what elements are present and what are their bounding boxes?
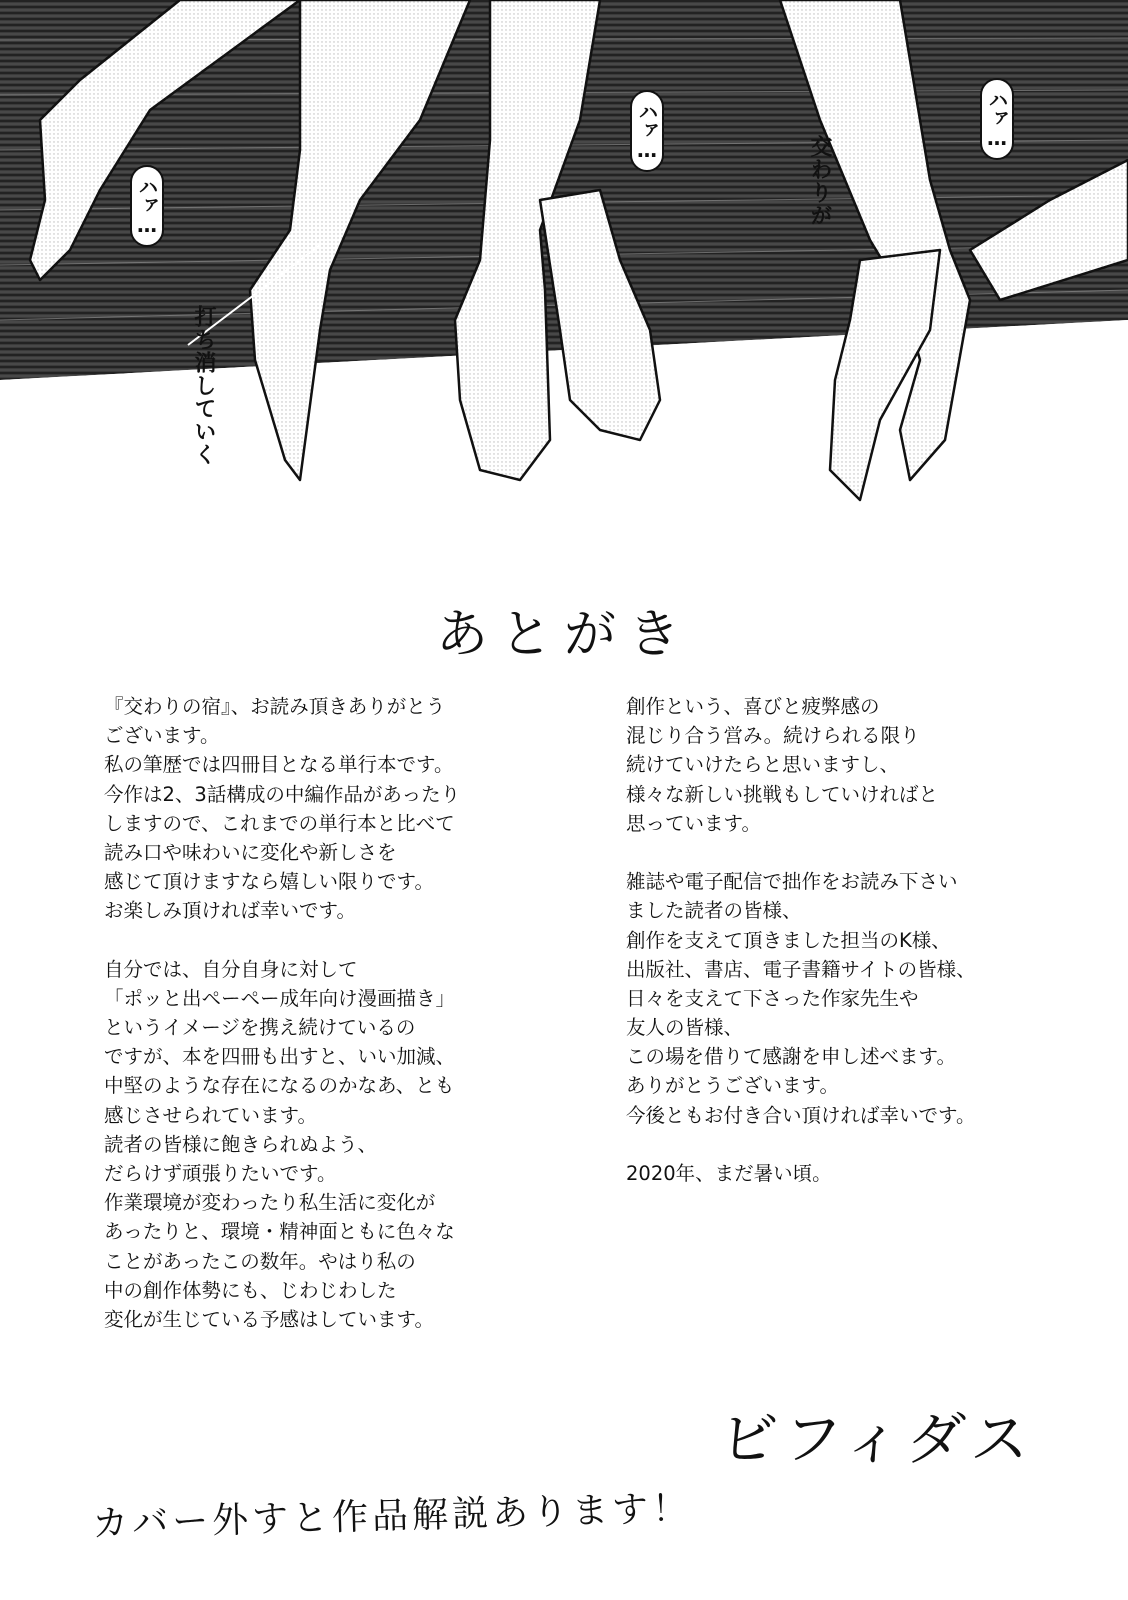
- afterword-line: 『交わりの宿』、お読み頂きありがとう: [104, 695, 446, 718]
- afterword-line: ございます。: [104, 724, 220, 748]
- afterword-line: 読者の皆様に飽きられぬよう、: [104, 1132, 378, 1156]
- afterword-line: というイメージを携え続けているの: [104, 1016, 416, 1040]
- afterword-line: 2020年、まだ暑い頃。: [626, 1162, 832, 1185]
- afterword-line: ですが、本を四冊も出すと、いい加減、: [104, 1045, 456, 1069]
- afterword-line: 変化が生じている予感はしています。: [104, 1307, 434, 1331]
- caption-uchikeshite: 打ち消していく: [191, 305, 216, 466]
- afterword-line: 続けていけたらと思いますし、: [626, 753, 900, 777]
- sfx-pant-3: ハァ…: [980, 78, 1014, 160]
- caption-majiwari: 交わりが: [807, 135, 832, 227]
- afterword-line: 今作は2、3話構成の中編作品があったり: [104, 782, 461, 806]
- afterword-line: 出版社、書店、電子書籍サイトの皆様、: [626, 957, 976, 981]
- afterword-line: [626, 1130, 1046, 1159]
- afterword-right-column: [626, 692, 1046, 1188]
- afterword-line: 今後ともお付き合い頂ければ幸いです。: [626, 1103, 976, 1127]
- afterword-line: ことがあったこの数年。やはり私の: [104, 1249, 416, 1273]
- afterword-line: お楽しみ頂ければ幸いです。: [104, 899, 356, 923]
- author-signature: ビフィダス: [717, 1405, 1038, 1473]
- afterword-line: 様々な新しい挑戦もしていければと: [626, 782, 939, 806]
- afterword-line: ありがとうございます。: [626, 1074, 839, 1098]
- afterword-line: 自分では、自分自身に対して: [104, 957, 358, 981]
- afterword-line: 読み口や味わいに変化や新しさを: [104, 840, 397, 864]
- afterword-line: 私の筆歴では四冊目となる単行本です。: [104, 753, 454, 777]
- afterword-line: 「ポッと出ペーペー成年向け漫画描き」: [104, 986, 456, 1010]
- afterword-line: 創作という、喜びと疲弊感の: [626, 695, 880, 718]
- afterword-line: 雑誌や電子配信で拙作をお読み下さい: [626, 870, 958, 894]
- afterword-line: [104, 926, 504, 955]
- afterword-line: 中堅のような存在になるのかなあ、とも: [104, 1074, 455, 1098]
- afterword-line: 日々を支えて下さった作家先生や: [626, 986, 919, 1010]
- afterword-line: 混じり合う営み。続けられる限り: [626, 724, 920, 748]
- afterword-left-column: [104, 692, 504, 1334]
- manga-panel: [0, 0, 1128, 520]
- afterword-line: あったりと、環境・精神面ともに色々な: [104, 1220, 455, 1244]
- panel-artwork: [0, 0, 1128, 520]
- afterword-line: だらけず頑張りたいです。: [104, 1162, 337, 1185]
- afterword-title: あとがき: [435, 605, 692, 665]
- afterword-line: 創作を支えて頂きました担当のK様、: [626, 928, 951, 952]
- afterword-line: 感じさせられています。: [104, 1103, 317, 1127]
- afterword-line: 友人の皆様、: [626, 1016, 744, 1040]
- afterword-line: 感じて頂けますなら嬉しい限りです。: [104, 870, 434, 894]
- sfx-pant-2: ハァ…: [630, 90, 664, 172]
- afterword-line: 中の創作体勢にも、じわじわした: [104, 1278, 397, 1302]
- afterword-line: [626, 838, 1046, 867]
- afterword-line: ました読者の皆様、: [626, 899, 802, 923]
- afterword-line: 思っています。: [626, 811, 761, 835]
- afterword-line: 作業環境が変わったり私生活に変化が: [104, 1191, 436, 1215]
- cover-note: カバー外すと作品解説あります！: [91, 1488, 693, 1545]
- sfx-pant-1: ハァ…: [130, 165, 164, 247]
- afterword-line: この場を借りて感謝を申し述べます。: [626, 1045, 956, 1069]
- afterword-line: しますので、これまでの単行本と比べて: [104, 811, 455, 835]
